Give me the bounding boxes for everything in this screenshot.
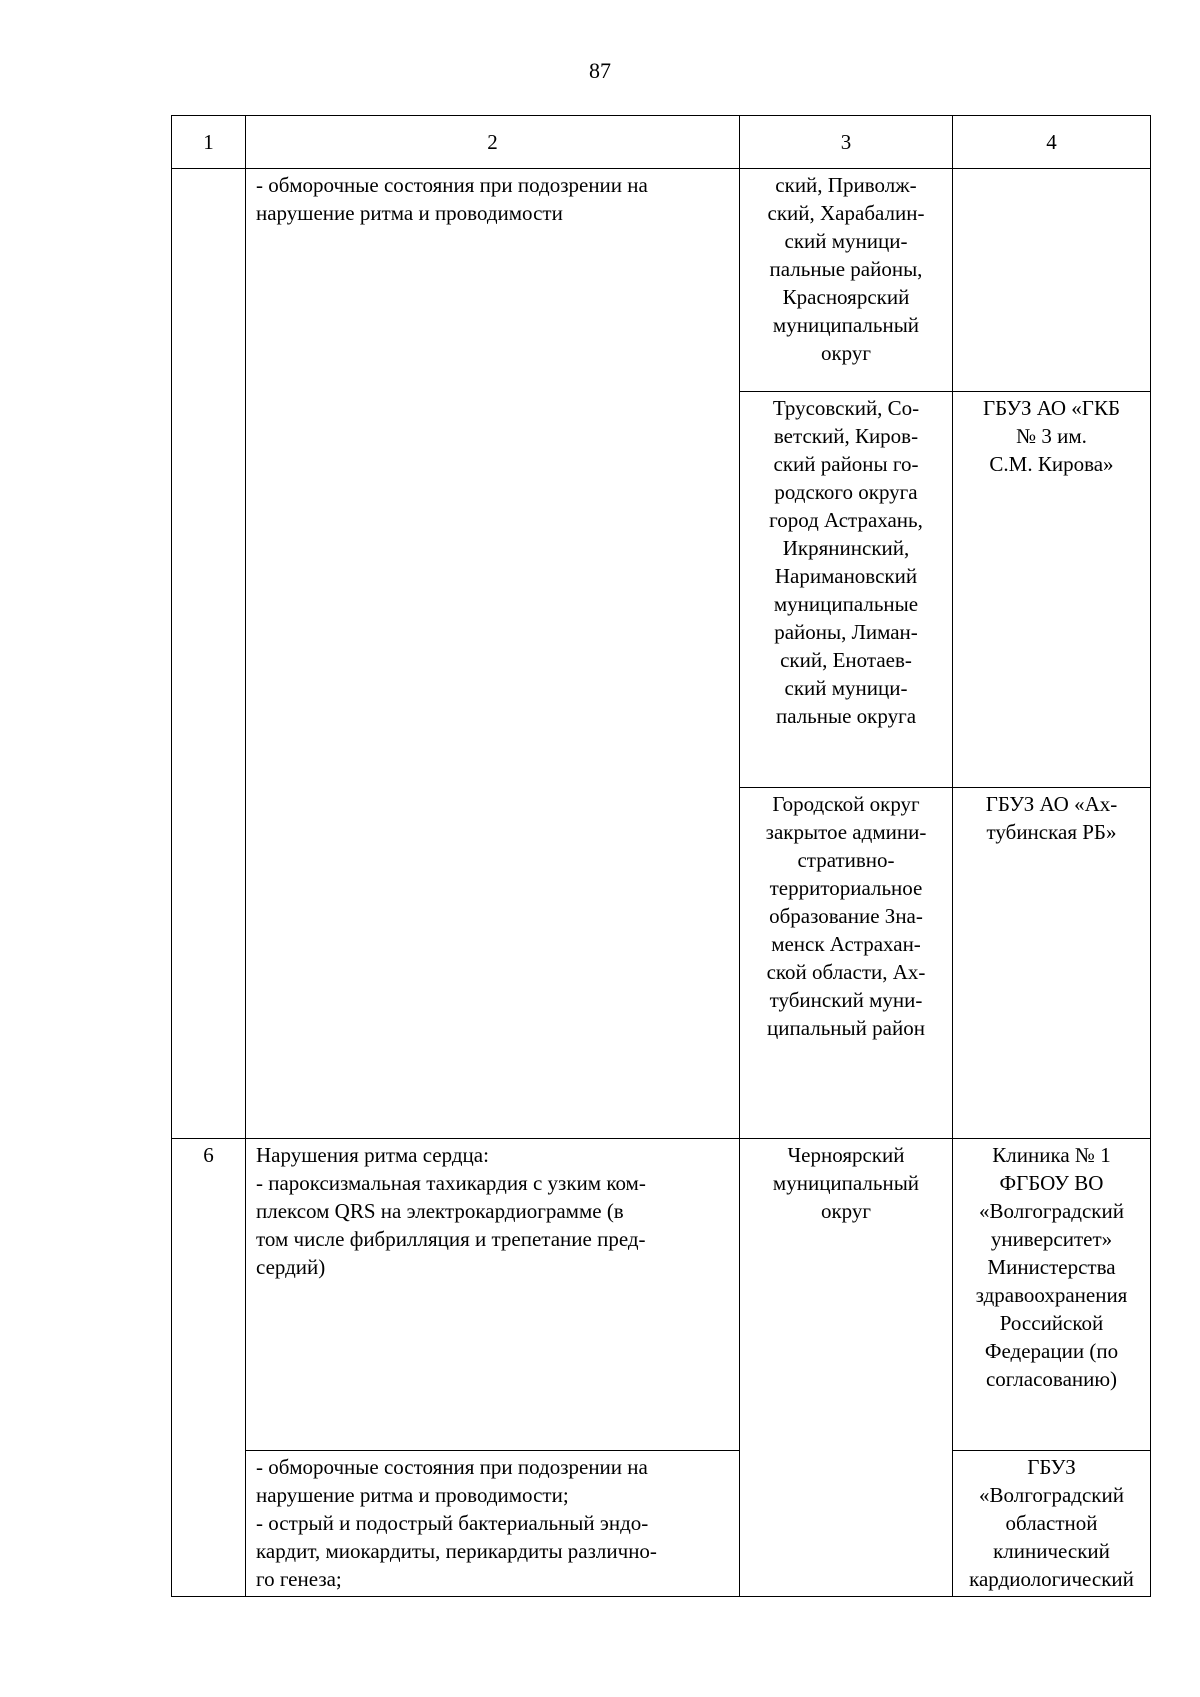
text-line: кардит, миокардиты, перикардиты различно- [256,1539,657,1563]
condition-cell [246,1451,740,1597]
text-line: согласованию) [985,1367,1118,1391]
text-line: плексом QRS на электрокардиограмме (в [256,1199,624,1223]
text-line: ский, Приволж- [775,173,917,197]
organization-cell [953,788,1151,1139]
text-line: тубинский муни- [769,988,923,1012]
text-line: ский муници- [784,229,908,253]
text-line: С.М. Кирова» [989,452,1114,476]
area-cell [740,1139,953,1597]
text-line: муниципальные [773,592,919,616]
header-cell-3: 3 [740,116,953,169]
condition-cell-continued [246,169,740,1139]
text-line: Трусовский, Со- [772,396,920,420]
text-line: клинический [993,1539,1110,1563]
text-line: «Волгоградский [979,1199,1124,1223]
text-line: ГБУЗ АО «Ах- [985,792,1118,816]
text-line: стративно- [797,848,895,872]
text-line: ФГБОУ ВО [999,1171,1104,1195]
organization-cell [953,392,1151,788]
text-line: Городской округ [772,792,920,816]
text-line: округ [820,1199,872,1223]
text-line: - обморочные состояния при подозрении на [256,173,648,197]
header-cell-2: 2 [246,116,740,169]
text-line: - пароксизмальная тахикардия с узким ком- [256,1171,646,1195]
area-cell [740,788,953,1139]
condition-cell [246,1139,740,1451]
page-number: 87 [589,58,611,83]
organization-cell [953,169,1151,392]
text-line: - острый и подострый бактериальный эндо- [256,1511,649,1535]
text-line: ГБУЗ [1027,1455,1076,1479]
text-line: Российской [999,1311,1104,1335]
text-line: - обморочные состояния при подозрении на [256,1455,648,1479]
text-line: Министерства [987,1255,1116,1279]
text-line: нарушение ритма и проводимости; [256,1483,569,1507]
text-line: Красноярский [782,285,910,309]
text-line: муниципальный [772,313,920,337]
text-line: го генеза; [256,1567,342,1591]
text-line: Клиника № 1 [992,1143,1111,1167]
text-line: тубинская РБ» [986,820,1117,844]
text-line: менск Астрахан- [771,932,921,956]
text-line: Икрянинский, [782,536,910,560]
text-line: родского округа [774,480,918,504]
text-line: Черноярский [787,1143,905,1167]
header-cell-1: 1 [172,116,246,169]
text-line: образование Зна- [769,904,923,928]
area-cell [740,169,953,392]
organization-cell [953,1139,1151,1451]
text-line: том числе фибрилляция и трепетание пред- [256,1227,646,1251]
text-line: пальные округа [775,704,917,728]
number-cell-continued [172,169,246,1139]
text-line: ГБУЗ АО «ГКБ [982,396,1121,420]
row-number-cell: 6 [172,1139,246,1597]
text-line: ский муници- [784,676,908,700]
text-line: № 3 им. [1016,424,1087,448]
text-line: областной [1005,1511,1098,1535]
text-line: город Астрахань, [769,508,923,532]
text-line: Нарушения ритма сердца: [256,1143,489,1167]
table-header-row [172,116,1151,169]
text-line: закрытое админи- [765,820,927,844]
text-line: ский районы го- [773,452,919,476]
text-line: сердий) [256,1255,326,1279]
text-line: ской области, Ах- [766,960,926,984]
text-line: пальные районы, [769,257,923,281]
text-line: Федерации (по [984,1339,1119,1363]
text-line: здравоохранения [975,1283,1128,1307]
text-line: «Волгоградский [979,1483,1124,1507]
table-row [172,1451,1151,1597]
area-cell [740,392,953,788]
organization-cell [953,1451,1151,1597]
table-row [172,169,1151,392]
table-row [172,1139,1151,1451]
text-line: ский, Харабалин- [767,201,925,225]
text-line: ветский, Киров- [773,424,919,448]
text-line: муниципальный [772,1171,920,1195]
text-line: университет» [990,1227,1113,1251]
text-line: округ [820,341,872,365]
text-line: Наримановский [774,564,918,588]
text-line: районы, Лиман- [774,620,918,644]
text-line: ский, Енотаев- [780,648,912,672]
text-line: ципальный район [767,1016,925,1040]
text-line: кардиологический [969,1567,1134,1591]
document-table [171,115,1151,1597]
header-cell-4: 4 [953,116,1151,169]
text-line: нарушение ритма и проводимости [256,201,563,225]
text-line: территориальное [769,876,923,900]
